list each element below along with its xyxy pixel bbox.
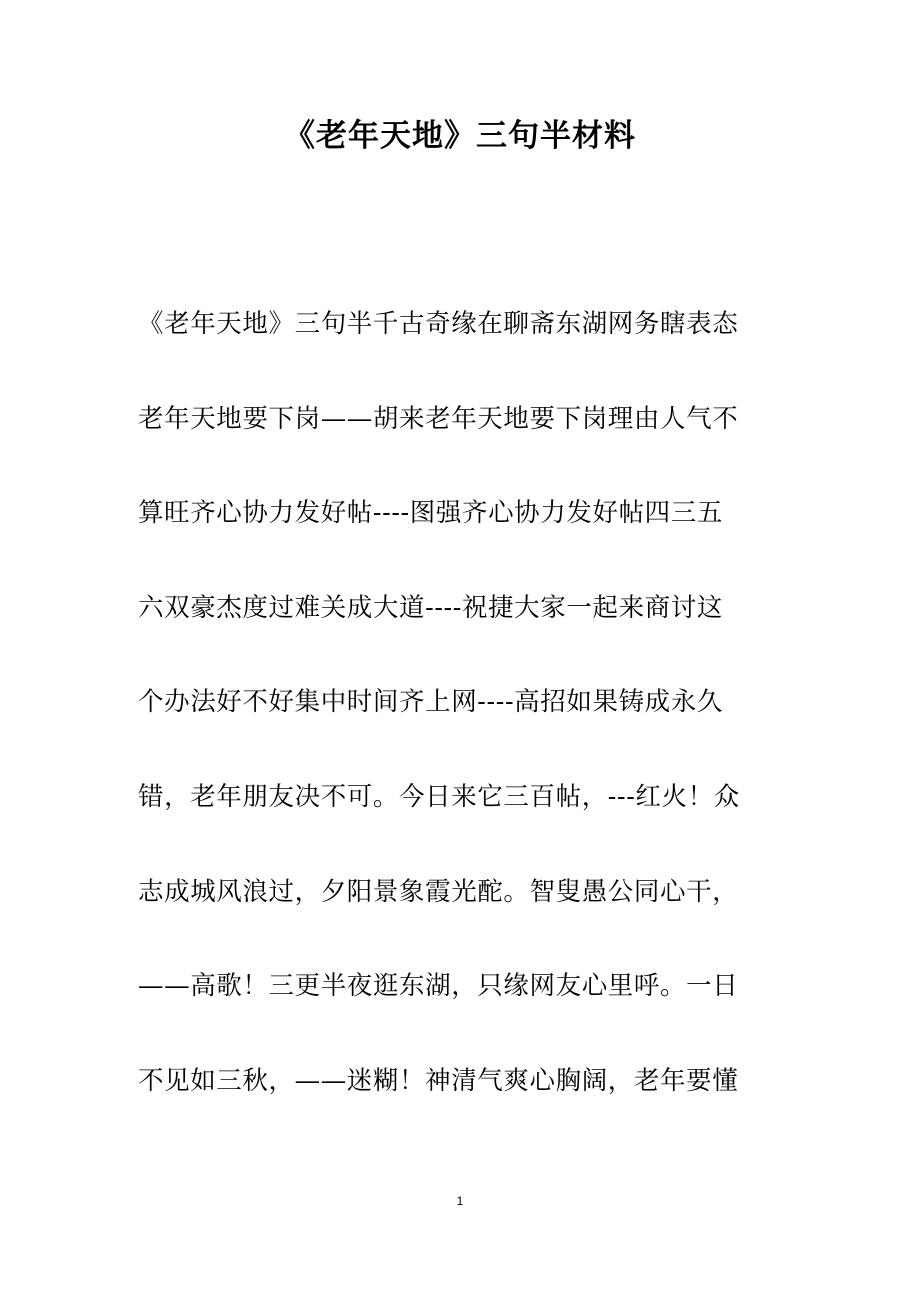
body-line: 个办法好不好集中时间齐上网----高招如果铸成永久 xyxy=(138,687,723,718)
body-line: 算旺齐心协力发好帖----图强齐心协力发好帖四三五 xyxy=(138,498,723,529)
body-line: 六双豪杰度过难关成大道----祝捷大家一起来商讨这 xyxy=(138,592,723,623)
body-line: 错，老年朋友决不可。今日来它三百帖，---红火！众 xyxy=(138,781,740,812)
body-line: 不见如三秋，——迷糊！神清气爽心胸阔，老年要懂 xyxy=(138,1065,739,1096)
body-text xyxy=(138,298,788,1149)
document-title: 《老年天地》三句半材料 xyxy=(284,118,636,154)
body-line: 志成城风浪过，夕阳景象霞光酡。智叟愚公同心干， xyxy=(138,876,739,907)
body-line: ——高歌！三更半夜逛东湖，只缘网友心里呼。一日 xyxy=(138,971,739,1002)
page-number: 1 xyxy=(456,1194,464,1208)
body-line: 《老年天地》三句半千古奇缘在聊斋东湖网务瞎表态 xyxy=(138,309,739,339)
body-line: 老年天地要下岗——胡来老年天地要下岗理由人气不 xyxy=(138,403,739,434)
